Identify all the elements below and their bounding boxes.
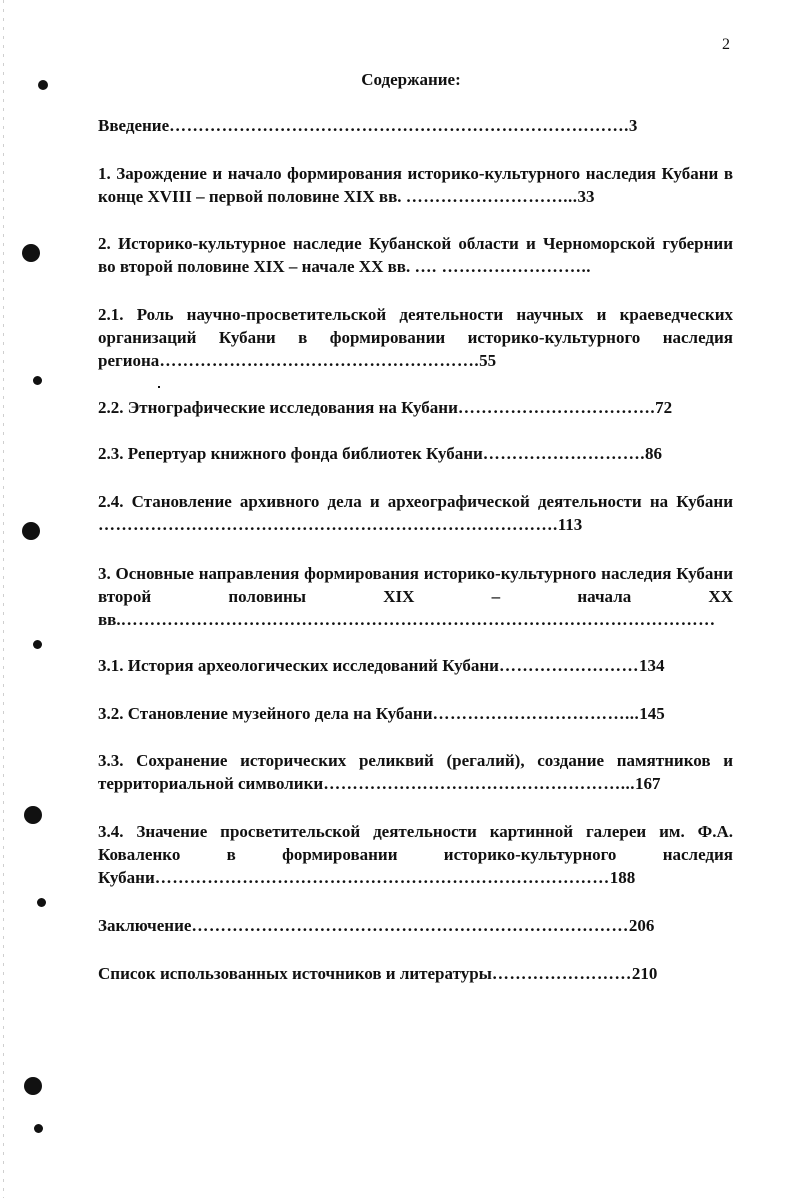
toc-page-number: 55	[479, 351, 497, 370]
toc-page-number: 188	[609, 868, 636, 887]
toc-page-number: 145	[639, 704, 665, 723]
binder-hole	[37, 898, 46, 907]
toc-entry-text: Введение	[98, 116, 170, 135]
toc-entry-text: 1. Зарождение и начало формирования историко-культурного наследия Кубани в конце XVIII – первой половине XIX вв.	[98, 164, 733, 206]
toc-page-number: 72	[655, 398, 673, 417]
toc-entry-text: 3.2. Становление музейного дела на Кубани	[98, 704, 433, 723]
toc-entry-text: 2. Историко-культурное наследие Кубанской области и Черноморской губернии во второй половине XIX – начале XX вв.	[98, 234, 733, 276]
toc-leader: ……………………………………………...	[323, 774, 635, 793]
toc-page-number: 206	[628, 916, 655, 935]
toc-leader: …………………………………………………………………….	[169, 116, 629, 135]
toc-page-number: 3	[628, 116, 638, 135]
binder-hole	[24, 1077, 42, 1095]
toc-entry-text: 3.1. История археологических исследований Кубани	[98, 656, 499, 675]
toc-entry-text: 2.3. Репертуар книжного фонда библиотек Кубани	[98, 444, 483, 463]
toc-page-number: 210	[631, 964, 658, 983]
toc-entry-section-3-2[interactable]	[98, 702, 733, 725]
toc-entry-section-3-1[interactable]	[98, 654, 733, 677]
toc-entry-introduction[interactable]	[98, 114, 733, 137]
toc-leader: ……………………………………………………………………	[154, 868, 610, 887]
toc-entry-text: Список использованных источников и литературы	[98, 964, 492, 983]
toc-entry-bibliography[interactable]	[98, 962, 733, 985]
toc-entry-section-2-1[interactable]	[98, 303, 733, 372]
toc-page-number: 134	[638, 656, 665, 675]
binder-hole	[33, 640, 42, 649]
toc-leader: …. ……………………..	[414, 257, 591, 276]
toc-entry-chapter-1[interactable]	[98, 162, 733, 208]
toc-page-number: 167	[634, 774, 661, 793]
toc-entry-section-2-2[interactable]	[98, 396, 733, 419]
toc-entry-text: 2.4. Становление архивного дела и археографической деятельности на Кубани	[98, 492, 733, 511]
toc-leader: ……………………….	[482, 444, 646, 463]
toc-entry-text: 3.4. Значение просветительской деятельности картинной галереи им. Ф.А. Коваленко в формировании историко-культурного наследия Кубани	[98, 822, 733, 887]
toc-entry-conclusion[interactable]	[98, 914, 733, 937]
toc-entry-text: 2.2. Этнографические исследования на Кубани	[98, 398, 458, 417]
toc-leader: …………………………………………………………………	[191, 916, 629, 935]
toc-entry-chapter-2[interactable]	[98, 232, 733, 278]
toc-entry-section-2-3[interactable]	[98, 442, 733, 465]
toc-entry-section-3-3[interactable]	[98, 749, 733, 795]
toc-entry-text: Заключение	[98, 916, 192, 935]
binder-hole	[24, 806, 42, 824]
toc-entry-text: 2.1. Роль научно-просветительской деятельности научных и краеведческих организаций Кубани в формировании историко-культурного наследия региона	[98, 305, 733, 370]
binder-hole	[22, 522, 40, 540]
page-edge-shadow	[3, 0, 4, 1198]
toc-leader: ………………………...	[405, 187, 578, 206]
toc-page-number: 86	[645, 444, 663, 463]
binder-hole	[22, 244, 40, 262]
page-number: 2	[722, 36, 730, 53]
toc-leader: ……………………………………………….	[159, 351, 480, 370]
page-title: Содержание:	[361, 70, 461, 89]
toc-entry-section-2-4[interactable]	[98, 490, 733, 536]
toc-entry-chapter-3[interactable]	[98, 562, 733, 631]
toc-entry-text: 3.3. Сохранение исторических реликвий (регалий), создание памятников и территориальной символики	[98, 751, 733, 793]
binder-hole	[33, 376, 42, 385]
binder-hole	[34, 1124, 43, 1133]
toc-entry-text: 3. Основные направления формирования историко-культурного наследия Кубани второй половины XIX – начала XX вв.	[98, 564, 733, 629]
toc-page-number: 113	[557, 515, 583, 534]
toc-leader: ……………………………...	[432, 704, 640, 723]
toc-leader: …………………………………………………………………………………………	[120, 610, 716, 629]
toc-leader: ……………………	[498, 656, 639, 675]
toc-entry-section-3-4[interactable]	[98, 820, 733, 889]
toc-leader: …………………………….	[457, 398, 656, 417]
toc-leader: …………………………………………………………………….	[98, 515, 558, 534]
scan-speck	[158, 386, 160, 388]
toc-page-number: 33	[577, 187, 595, 206]
toc-leader: ……………………	[491, 964, 632, 983]
